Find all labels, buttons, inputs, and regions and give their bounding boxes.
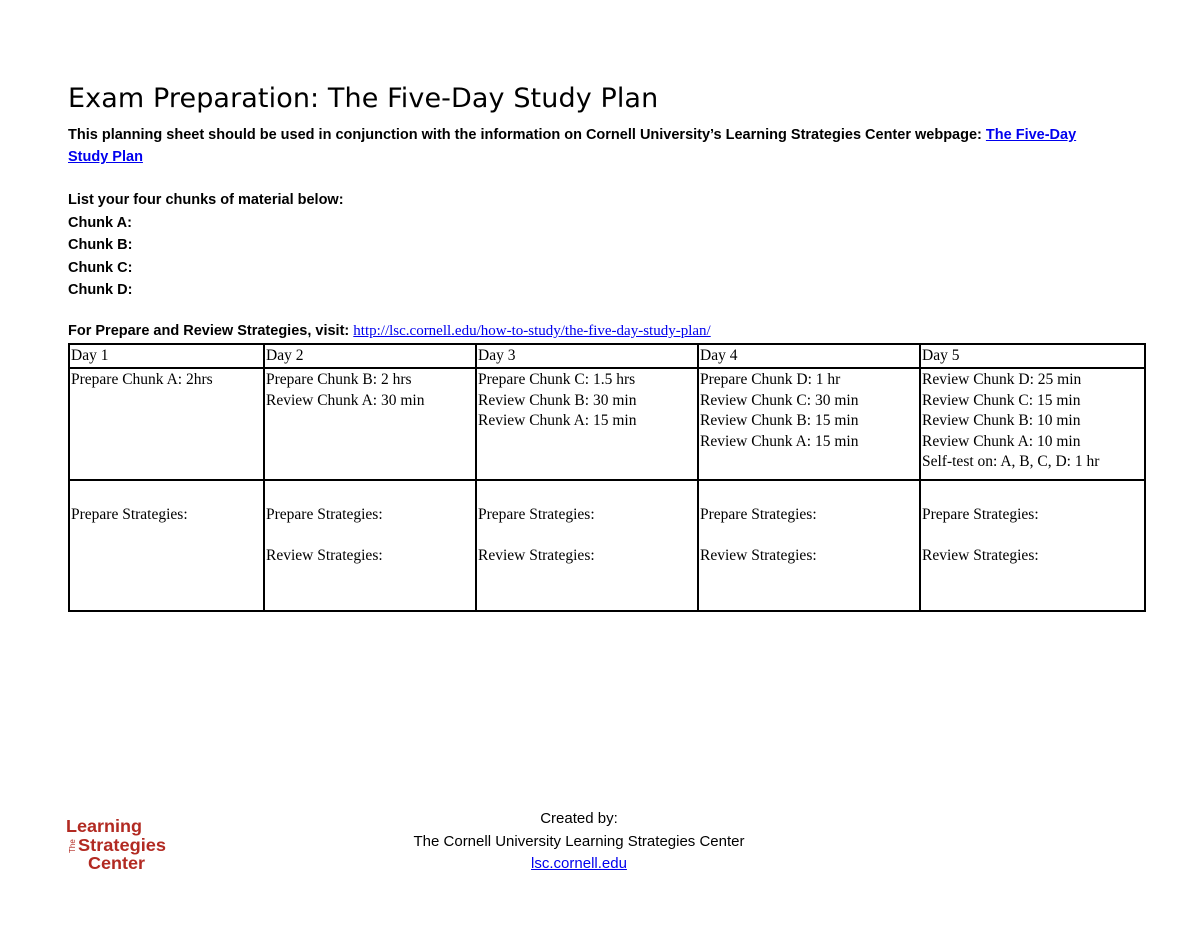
day-5-header: Day 5 — [920, 344, 1145, 368]
task-line: Review Chunk A: 30 min — [266, 391, 425, 409]
footer-org-name: The Cornell University Learning Strategies Center — [413, 832, 745, 850]
day-1-tasks — [69, 368, 264, 480]
logo-center-text: Center — [88, 853, 146, 873]
day-1-header: Day 1 — [69, 344, 264, 368]
strategies-url-link[interactable]: http://lsc.cornell.edu/how-to-study/the-five-day-study-plan/ — [353, 323, 711, 339]
tasks-row — [69, 368, 1145, 480]
strategies-row — [69, 480, 1145, 611]
day-3-strategies — [476, 480, 698, 611]
logo-learning-text: Learning — [66, 816, 142, 836]
day-4-strategies — [698, 480, 920, 611]
logo-the-text: The — [68, 839, 77, 853]
task-line: Review Chunk C: 15 min — [922, 391, 1081, 409]
review-strategies-label: Review Strategies: — [700, 546, 817, 564]
created-by-label: Created by: — [540, 810, 618, 827]
task-line: Self-test on: A, B, C, D: 1 hr — [922, 453, 1100, 470]
chunk-list-heading: List your four chunks of material below: — [68, 192, 344, 208]
five-day-plan-link[interactable]: The Five-Day Study Plan — [68, 127, 1077, 165]
learning-strategies-center-logo — [64, 815, 174, 873]
visit-label: For Prepare and Review Strategies, visit: — [68, 323, 354, 339]
chunk-b-label: Chunk B: — [68, 237, 133, 253]
task-line: Prepare Chunk A: 2hrs — [71, 371, 213, 388]
day-2-header: Day 2 — [264, 344, 476, 368]
task-line: Prepare Chunk C: 1.5 hrs — [478, 371, 636, 388]
page-title: Exam Preparation: The Five-Day Study Plan — [68, 83, 659, 114]
prepare-strategies-label: Prepare Strategies: — [266, 506, 383, 523]
prepare-strategies-label: Prepare Strategies: — [922, 506, 1039, 523]
task-line: Review Chunk A: 10 min — [922, 432, 1081, 450]
task-line: Review Chunk A: 15 min — [478, 412, 637, 429]
day-4-tasks — [698, 368, 920, 480]
task-line: Prepare Chunk D: 1 hr — [700, 371, 841, 388]
chunk-c-label: Chunk C: — [68, 259, 133, 276]
task-line: Review Chunk D: 25 min — [922, 371, 1082, 388]
footer-site-link[interactable]: lsc.cornell.edu — [531, 855, 627, 872]
task-line: Review Chunk A: 15 min — [700, 432, 859, 450]
review-strategies-label: Review Strategies: — [266, 546, 383, 564]
day-2-strategies — [264, 480, 476, 611]
intro-paragraph — [68, 124, 1108, 168]
day-3-tasks — [476, 368, 698, 480]
day-2-tasks — [264, 368, 476, 480]
chunk-list — [68, 189, 344, 302]
table-header-row — [69, 344, 1145, 368]
chunk-a-label: Chunk A: — [68, 214, 132, 231]
review-strategies-label: Review Strategies: — [478, 546, 595, 564]
day-4-header: Day 4 — [698, 344, 920, 368]
intro-text: This planning sheet should be used in conjunction with the information on Cornell University’s Learning Strategies Center webpage: — [68, 127, 986, 143]
task-line: Review Chunk C: 30 min — [700, 391, 859, 409]
prepare-strategies-label: Prepare Strategies: — [478, 506, 595, 523]
footer-credit — [380, 808, 778, 876]
review-strategies-label: Review Strategies: — [922, 546, 1039, 564]
task-line: Review Chunk B: 15 min — [700, 412, 859, 429]
task-line: Review Chunk B: 10 min — [922, 412, 1081, 429]
day-5-strategies — [920, 480, 1145, 611]
logo-strategies-text: Strategies — [78, 835, 167, 855]
strategies-visit-line — [68, 323, 711, 340]
day-5-tasks — [920, 368, 1145, 480]
prepare-strategies-label: Prepare Strategies: — [71, 506, 188, 523]
study-plan-table — [68, 343, 1146, 612]
task-line: Prepare Chunk B: 2 hrs — [266, 371, 412, 388]
prepare-strategies-label: Prepare Strategies: — [700, 506, 817, 523]
day-3-header: Day 3 — [476, 344, 698, 368]
day-1-strategies — [69, 480, 264, 611]
task-line: Review Chunk B: 30 min — [478, 391, 637, 409]
chunk-d-label: Chunk D: — [68, 282, 133, 298]
